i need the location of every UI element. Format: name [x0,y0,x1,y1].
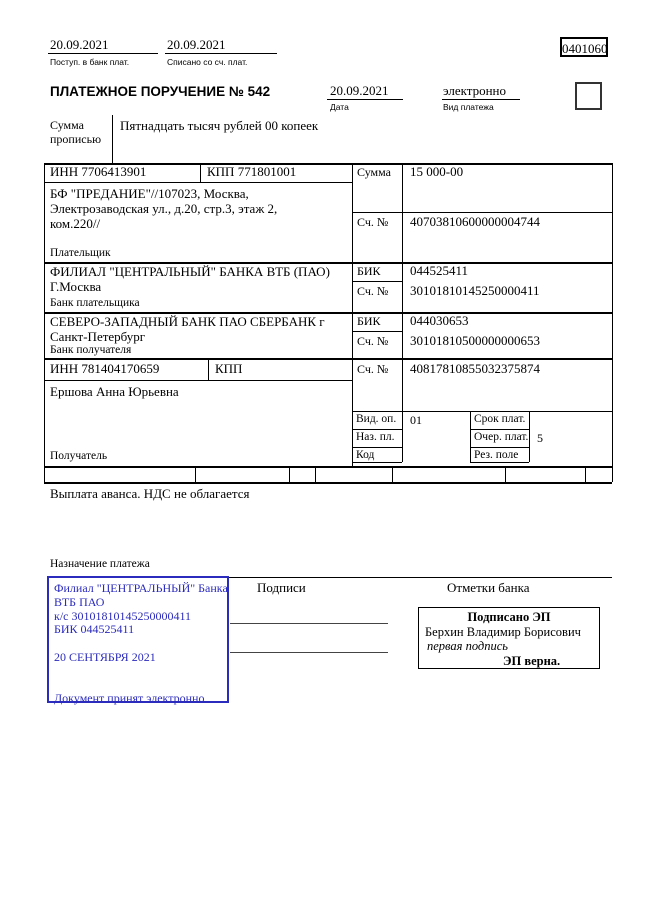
signature-section-rule [228,577,612,578]
payer-account-label: Сч. № [357,215,389,229]
table-rule-beneficiary [44,358,612,360]
e-signature-person: Берхин Владимир Борисович [425,624,581,639]
grid-line [44,380,352,381]
grid-line [289,466,290,482]
payer-account: 40703810600000004744 [410,214,540,229]
table-rule-bottom [44,466,612,468]
payer-inn: ИНН 7706413901 [50,164,147,179]
grid-line [208,358,209,380]
stamp-line: 20 СЕНТЯБРЯ 2021 [54,649,156,664]
status-checkbox [575,82,602,110]
beneficiary-bank-label: Банк получателя [50,344,132,356]
payer-bank-bik-label: БИК [357,264,381,278]
grid-line [352,331,402,332]
table-rule-footer [44,482,612,484]
purpose-label: Назначение платежа [50,558,150,570]
code-label: Код [356,449,375,461]
stamp-line: БИК 044525411 [54,622,135,637]
beneficiary-bank-account-label: Сч. № [357,334,389,348]
signatures-label: Подписи [257,580,306,595]
reserve-field-label: Рез. поле [474,449,519,461]
payer-label: Плательщик [50,247,111,259]
amount-words-divider [112,115,113,163]
pay-order-label: Очер. плат. [474,431,529,443]
grid-line [200,163,201,182]
amount-in-words-value: Пятнадцать тысяч рублей 00 копеек [120,118,319,133]
grid-line [352,163,353,466]
op-kind-value: 01 [410,413,422,427]
beneficiary-bank-bik: 044030653 [410,313,469,328]
grid-line [505,466,506,482]
grid-line [529,411,530,462]
beneficiary-label: Получатель [50,450,108,462]
stamp-line [54,665,222,679]
e-signature-title: Подписано ЭП [467,610,551,624]
grid-line [470,411,471,462]
grid-line [352,429,402,430]
signature-line-2 [230,652,388,653]
written-off-date: 20.09.2021 [167,37,226,52]
grid-line [352,462,402,463]
form-code-box: 0401060 [560,37,608,57]
payer-kpp: КПП 771801001 [207,164,297,179]
grid-line [352,281,402,282]
received-date-underline [48,53,158,54]
stamp-line: Филиал "ЦЕНТРАЛЬНЫЙ" Банка [54,581,228,595]
stamp-line [54,679,222,693]
grid-line [352,212,612,213]
pay-term-label: Срок плат. [474,413,526,425]
grid-line [315,466,316,482]
e-signature-status: ЭП верна. [503,653,561,668]
payer-name: БФ "ПРЕДАНИЕ"//107023, Москва, Электрозаводская ул., д.20, стр.3, этаж 2, ком.220// [50,186,278,231]
signature-line-1 [230,623,388,624]
grid-line [195,466,196,482]
grid-line [470,447,529,448]
grid-line [392,466,393,482]
op-kind-label: Вид. оп. [356,413,397,425]
received-in-bank-date: 20.09.2021 [50,37,109,52]
payer-bank-account-label: Сч. № [357,284,389,298]
grid-line [402,163,403,462]
e-signature-box [418,607,600,669]
stamp-line [54,637,222,651]
payer-bank-bik: 044525411 [410,263,469,278]
grid-line [352,411,612,412]
beneficiary-kpp-label: КПП [215,361,243,376]
payment-kind-value: электронно [443,83,507,98]
payer-bank-account: 30101810145250000411 [410,283,540,298]
received-in-bank-label: Поступ. в банк плат. [50,57,130,67]
written-off-date-underline [165,53,277,54]
beneficiary-bank-name: СЕВЕРО-ЗАПАДНЫЙ БАНК ПАО СБЕРБАНК г Санкт-Петербург [50,314,325,344]
amount-value: 15 000-00 [410,164,464,179]
bank-stamp [47,576,229,706]
grid-line [470,429,529,430]
payment-kind-underline [442,99,520,100]
payer-bank-name: ФИЛИАЛ "ЦЕНТРАЛЬНЫЙ" БАНКА ВТБ (ПАО) Г.Москва [50,264,330,294]
document-date-underline [327,99,403,100]
payer-bank-label: Банк плательщика [50,297,140,309]
beneficiary-account-label: Сч. № [357,362,389,376]
amount-in-words-label: Сумма прописью [50,118,102,146]
written-off-label: Списано со сч. плат. [167,57,248,67]
payment-kind-label: Вид платежа [443,102,494,112]
purpose-text: Выплата аванса. НДС не облагается [50,486,250,501]
beneficiary-account: 40817810855032375874 [410,361,540,376]
purpose-code-label: Наз. пл. [356,431,395,443]
table-border-right [612,163,613,482]
pay-order-value: 5 [537,431,543,445]
table-border-left [44,163,45,482]
e-signature-note: первая подпись [427,639,508,653]
grid-line [585,466,586,482]
beneficiary-name: Ершова Анна Юрьевна [50,384,179,399]
grid-line [352,447,402,448]
beneficiary-inn: ИНН 781404170659 [50,361,160,376]
bank-marks-label: Отметки банка [447,580,530,595]
beneficiary-bank-account: 30101810500000000653 [410,333,540,348]
stamp-line: ВТБ ПАО [54,594,105,609]
sum-label: Сумма [357,165,391,179]
beneficiary-bank-bik-label: БИК [357,314,381,328]
document-title: ПЛАТЕЖНОЕ ПОРУЧЕНИЕ № 542 [50,84,271,99]
document-date: 20.09.2021 [330,83,389,98]
document-date-label: Дата [330,102,349,112]
grid-line [44,182,352,183]
stamp-line: Документ принят электронно [54,691,205,706]
stamp-line: к/с 30101810145250000411 [54,608,192,623]
grid-line [470,462,529,463]
